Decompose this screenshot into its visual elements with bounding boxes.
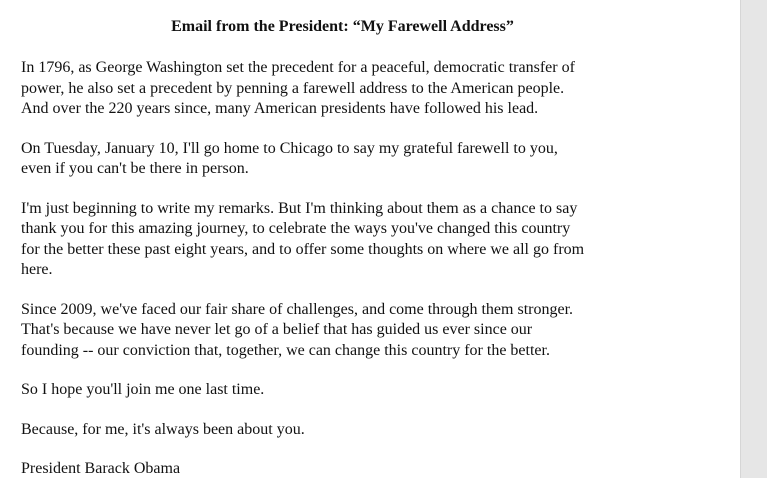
text-line: In 1796, as George Washington set the precedent for a peaceful, democratic transfer of (21, 59, 575, 76)
text-line: for the better these past eight years, and to offer some thoughts on where we all go from (21, 240, 585, 258)
paragraph-join-me (21, 380, 661, 401)
paragraph-chicago-farewell (21, 139, 661, 180)
text-line: thank you for this amazing journey, to celebrate the ways you've changed this country (21, 220, 571, 237)
vertical-scrollbar-track[interactable] (740, 0, 767, 478)
paragraph-challenges (21, 300, 661, 362)
text-line: here. (21, 261, 53, 278)
paragraph-remarks (21, 199, 661, 281)
text-line: founding -- our conviction that, together, we can change this country for the better. (21, 341, 550, 359)
text-line: And over the 220 years since, many American presidents have followed his lead. (21, 100, 539, 117)
text-line: Because, for me, it's always been about you. (21, 420, 305, 438)
text-line: President Barack Obama (21, 460, 181, 477)
paragraph-about-you (21, 420, 661, 441)
text-line: On Tuesday, January 10, I'll go home to Chicago to say my grateful farewell to you, (21, 139, 558, 157)
document-title: Email from the President: “My Farewell Address” (171, 18, 514, 35)
text-line: I'm just beginning to write my remarks. But I'm thinking about them as a chance to say (21, 199, 578, 217)
text-line: That's because we have never let go of a belief that has guided us ever since our (21, 321, 533, 338)
paragraph-washington-precedent (21, 58, 661, 120)
document-body (21, 58, 661, 478)
text-line: even if you can't be there in person. (21, 160, 249, 177)
text-line: So I hope you'll join me one last time. (21, 381, 265, 398)
text-line: power, he also set a precedent by penning a farewell address to the American people. (21, 79, 565, 97)
signature-line (21, 459, 661, 478)
text-line: Since 2009, we've faced our fair share of challenges, and come through them stronger. (21, 300, 574, 318)
